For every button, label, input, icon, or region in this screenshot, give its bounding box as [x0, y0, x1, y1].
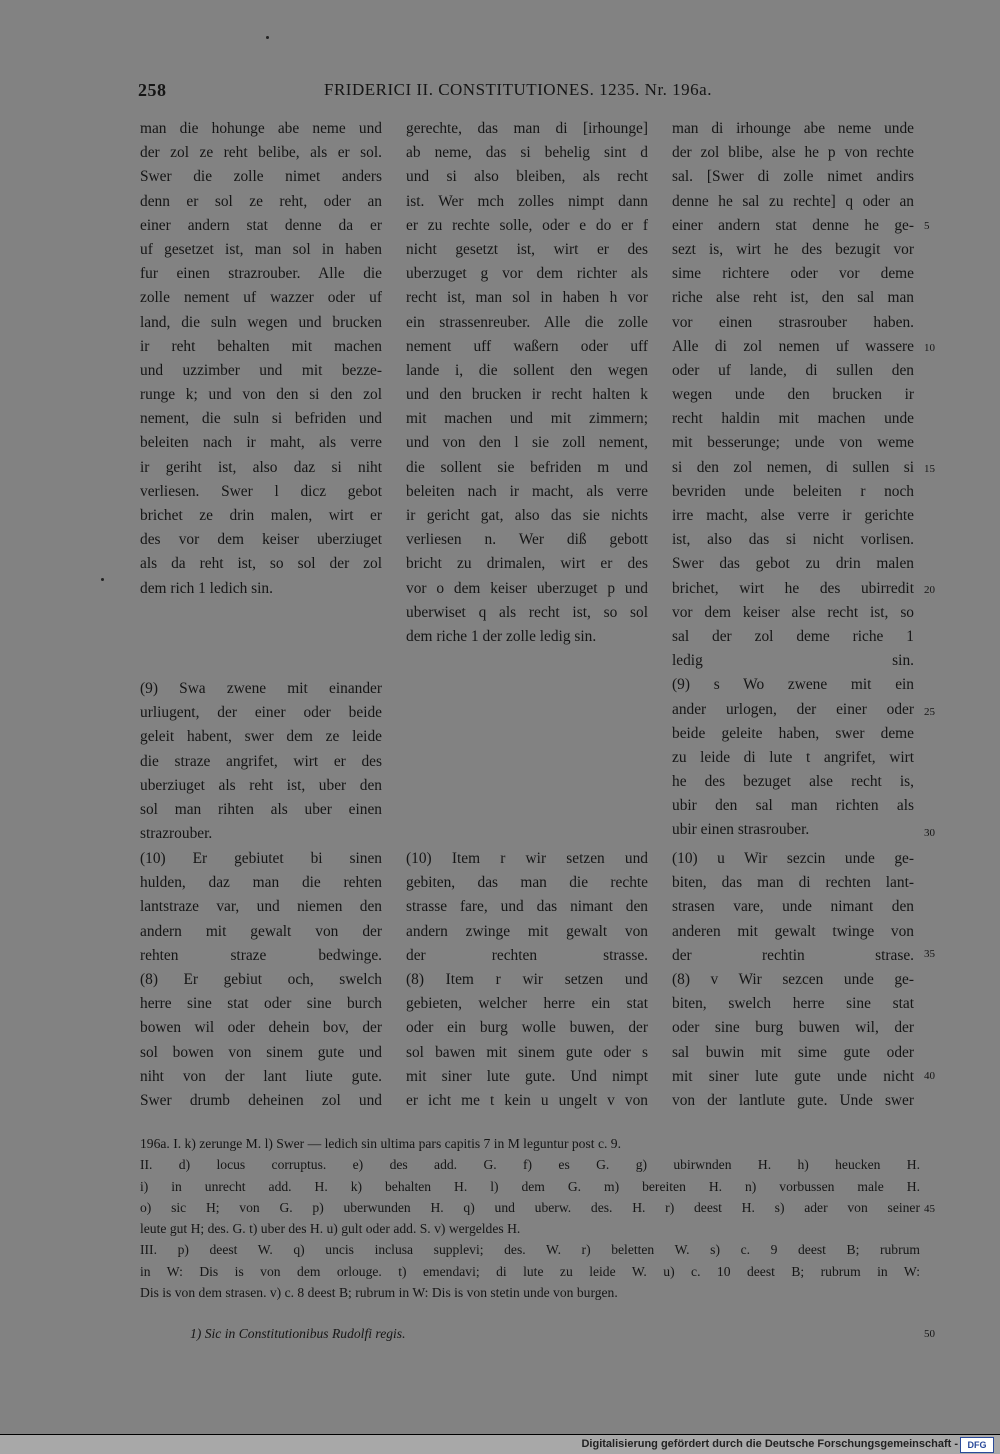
text-line: he des bezuget alse recht is,	[672, 773, 914, 791]
text-line: lande i, die sollent den wegen	[406, 361, 648, 379]
digitization-footer	[0, 1434, 1000, 1454]
text-line: biten, das man di rechten lant-	[672, 874, 914, 892]
text-line: er icht me t kein u ungelt v von	[406, 1091, 648, 1109]
text-line: (10) u Wir sezcin unde ge-	[672, 850, 914, 867]
text-line: beleiten nach ir macht, als verre	[406, 482, 648, 500]
text-line: man die hohunge abe neme und	[140, 120, 382, 137]
text-line: beleiten nach ir maht, als verre	[140, 434, 382, 452]
text-line: vor o dem keiser uberzuget p und	[406, 579, 648, 597]
text-line: uberzuget g vor dem richter als	[406, 265, 648, 283]
line-number: 40	[924, 1070, 935, 1082]
footer-text: Digitalisierung gefördert durch die Deutsche Forschungsgemeinschaft -	[581, 1438, 958, 1450]
text-line: vor einen strasrouber haben.	[672, 313, 914, 331]
text-line: (8) Er gebiut och, swelch	[140, 970, 382, 988]
text-line: strazrouber.	[140, 825, 213, 843]
text-line: riche alse reht ist, den sal man	[672, 289, 914, 307]
text-line: Alle di zol nemen uf wassere	[672, 337, 914, 355]
text-line: mit siner lute gute. Und nimpt	[406, 1067, 648, 1085]
text-line: wegen unde den brucken ir	[672, 386, 914, 404]
text-line: ist, also das si nicht vorlisen.	[672, 531, 914, 549]
running-header	[138, 80, 918, 104]
text-line: (9) s Wo zwene mit ein	[672, 676, 914, 694]
text-line: niht von der lant liute gute.	[140, 1067, 382, 1085]
line-number: 35	[924, 948, 935, 960]
text-line: ir gericht gat, also das sie nichts	[406, 507, 648, 524]
text-line: sezt is, wirt he des bezugit vor	[672, 240, 914, 258]
text-line: mit besserunge; unde von weme	[672, 434, 914, 452]
column-1-paragraph-9	[140, 677, 382, 846]
column-2-bottom	[406, 847, 648, 1113]
text-line: ir geriht ist, also daz si niht	[140, 458, 382, 476]
text-line: dem rich 1 ledich sin.	[140, 579, 273, 597]
column-1-top	[140, 117, 382, 601]
text-line: (9) Swa zwene mit einander	[140, 680, 382, 697]
text-line: verliesen n. Wer diß gebott	[406, 531, 648, 549]
text-line: herre sine stat oder sine burch	[140, 995, 382, 1013]
line-number: 50	[924, 1328, 935, 1340]
text-line: sol bowen von sinem gute und	[140, 1043, 382, 1061]
footnote-line: 196a. I. k) zerunge M. l) Swer — ledich sin ultima pars capitis 7 in M leguntur post c. 9.	[140, 1136, 621, 1151]
footnotes	[140, 1133, 920, 1303]
text-line: vor dem keiser alse recht ist, so	[672, 603, 914, 621]
text-line: zolle nement uf wazzer oder uf	[140, 289, 382, 307]
text-line: nement uff waßern oder uff	[406, 337, 648, 355]
footnote-line: o) sic H; von G. p) uberwunden H. q) und uberw. des. H. r) deest H. s) ader von seiner	[140, 1199, 920, 1215]
text-line: der rechtin strase.	[672, 946, 914, 964]
text-line: andern mit gewalt von der	[140, 922, 382, 940]
footnote-line: i) in unrecht add. H. k) behalten H. l) dem G. m) bereiten H. n) vorbussen male H.	[140, 1178, 920, 1194]
text-line: (8) v Wir sezcen unde ge-	[672, 970, 914, 988]
line-number: 30	[924, 827, 935, 839]
text-line: (10) Er gebiutet bi sinen	[140, 850, 382, 867]
text-line: des vor dem keiser uberziuget	[140, 531, 382, 549]
text-line: ledig sin.	[672, 652, 914, 670]
text-line: ist. Wer mch zolles nimpt dann	[406, 192, 648, 210]
text-line: mit machen und mit zimmern;	[406, 410, 648, 428]
text-line: gebieten, welcher herre ein stat	[406, 995, 648, 1013]
speck-mark	[101, 578, 104, 581]
text-line: strasse fare, und das nimant den	[406, 898, 648, 916]
text-line: biten, swelch herre sine stat	[672, 995, 914, 1013]
text-line: brichet ze drin malen, wirt er	[140, 507, 382, 524]
text-line: sol man rihten als uber einen	[140, 800, 382, 818]
running-title: FRIDERICI II. CONSTITUTIONES. 1235. Nr. 196a.	[324, 80, 712, 99]
text-line: gerechte, das man di [irhounge]	[406, 120, 648, 137]
line-number: 10	[924, 342, 935, 354]
text-line: irre macht, alse verre ir gerichte	[672, 507, 914, 524]
text-line: denn er sol ze reht, oder an	[140, 192, 382, 210]
text-line: als da reht ist, so sol der zol	[140, 555, 382, 573]
text-line: einer andern stat denne he ge-	[672, 216, 914, 234]
text-line: und von den l sie zoll nement,	[406, 434, 648, 452]
text-line: verliesen. Swer l dicz gebot	[140, 482, 382, 500]
text-line: ein strassenreuber. Alle die zolle	[406, 313, 648, 331]
text-line: von der lantlute gute. Unde swer	[672, 1091, 914, 1109]
text-line: oder uf lande, di sullen den	[672, 361, 914, 379]
footnote-line: III. p) deest W. q) uncis inclusa supplevi; des. W. r) beletten W. s) c. 9 deest B; rubrum	[140, 1242, 920, 1258]
column-2-top	[406, 117, 648, 649]
text-line: man di irhounge abe neme unde	[672, 120, 914, 137]
line-number: 15	[924, 463, 935, 475]
text-line: sime richtere oder vor deme	[672, 265, 914, 283]
text-line: gebiten, das man die rechte	[406, 874, 648, 892]
text-line: nement, die suln si befriden und	[140, 410, 382, 428]
column-1-bottom	[140, 847, 382, 1113]
text-line: fur einen strazrouber. Alle die	[140, 265, 382, 283]
text-line: der zol blibe, alse he p von rechte	[672, 144, 914, 162]
footnote-line: leute gut H; des. G. t) uber des H. u) gult oder add. S. v) wergeldes H.	[140, 1221, 521, 1237]
footnote-line: in W: Dis is von dem orlouge. t) emendavi; di lute zu leide W. u) c. 10 deest B; rubrum in W:	[140, 1263, 920, 1279]
text-line: die straze angrifet, wirt er des	[140, 752, 382, 770]
text-line: (8) Item r wir setzen und	[406, 970, 648, 988]
text-line: sal buwin mit sime gute oder	[672, 1043, 914, 1061]
text-line: und si also bleiben, als recht	[406, 168, 648, 186]
speck-mark	[266, 36, 269, 39]
text-line: bricht zu drimalen, wirt er des	[406, 555, 648, 573]
column-3-top	[672, 117, 914, 843]
text-line: anderen mit gewalt twinge von	[672, 922, 914, 940]
text-line: einer andern stat denne da er	[140, 216, 382, 234]
text-line: ir reht behalten mit machen	[140, 337, 382, 355]
text-line: strasen vare, unde nimant den	[672, 898, 914, 916]
text-line: andern zwinge mit gewalt von	[406, 922, 648, 940]
dfg-logo-text: DFG	[967, 1440, 987, 1450]
bottom-note: 1) Sic in Constitutionibus Rudolfi regis.	[190, 1326, 406, 1341]
text-line: lantstraze var, und niemen den	[140, 898, 382, 916]
text-line: sol bawen mit sinem gute oder s	[406, 1043, 648, 1061]
footnote-line: Dis is von dem strasen. v) c. 8 deest B; rubrum in W: Dis is von stetin unde von burgen.	[140, 1285, 618, 1301]
text-line: dem riche 1 der zolle ledig sin.	[406, 627, 597, 645]
text-line: der zol ze reht belibe, als er sol.	[140, 144, 382, 162]
footnote-line: II. d) locus corruptus. e) des add. G. f) es G. g) ubirwnden H. h) heucken H.	[140, 1157, 920, 1173]
text-line: runge k; und von den si den zol	[140, 386, 382, 404]
text-line: er zu rechte solle, oder e do er f	[406, 216, 648, 234]
column-3-bottom	[672, 847, 914, 1113]
text-line: uberwiset q als recht ist, so sol	[406, 603, 648, 621]
text-line: urliugent, der einer oder beide	[140, 704, 382, 722]
text-line: die sollent sie befriden m und	[406, 458, 648, 476]
text-line: sal der zol deme riche 1	[672, 627, 914, 645]
line-number: 20	[924, 584, 935, 596]
dfg-logo	[960, 1437, 994, 1453]
line-number: 45	[924, 1203, 935, 1215]
text-line: brichet, wirt he des ubirredit	[672, 579, 914, 597]
text-line: hulden, daz man die rehten	[140, 874, 382, 892]
text-line: oder ein burg wolle buwen, der	[406, 1019, 648, 1037]
text-line: bowen wil oder dehein bov, der	[140, 1019, 382, 1037]
text-line: Swer die zolle nimet anders	[140, 168, 382, 186]
text-line: ab neme, das si behelig sint d	[406, 144, 648, 162]
text-line: mit siner lute gute unde nicht	[672, 1067, 914, 1085]
text-line: uberziuget als reht ist, uber den	[140, 776, 382, 794]
text-line: und den brucken ir recht halten k	[406, 386, 648, 404]
text-line: rehten straze bedwinge.	[140, 946, 382, 964]
text-line: zu leide di lute t angrifet, wirt	[672, 748, 914, 766]
text-line: und uzzimber und mit bezze-	[140, 361, 382, 379]
text-line: Swer drumb deheinen zol und	[140, 1091, 382, 1109]
page-number: 258	[138, 80, 167, 100]
text-line: (10) Item r wir setzen und	[406, 850, 648, 867]
text-line: ubir einen strasrouber.	[672, 821, 810, 839]
text-line: bevriden unde beleiten r noch	[672, 482, 914, 500]
text-line: ubir den sal man richten als	[672, 797, 914, 815]
text-line: beide geleite haben, swer deme	[672, 724, 914, 742]
text-line: recht haldin mit machen unde	[672, 410, 914, 428]
text-line: oder sine burg buwen wil, der	[672, 1019, 914, 1037]
text-line: nicht gesetzt ist, wirt er des	[406, 240, 648, 258]
line-number: 5	[924, 220, 930, 232]
text-line: geleit habent, swer dem ze leide	[140, 728, 382, 746]
line-number: 25	[924, 706, 935, 718]
text-line: recht ist, man sol in haben h vor	[406, 289, 648, 307]
text-line: uf gesetzet ist, man sol in haben	[140, 240, 382, 258]
text-line: ander urlogen, der einer oder	[672, 700, 914, 718]
text-line: denne he sal zu rechte] q oder an	[672, 192, 914, 210]
text-line: Swer das gebot zu drin malen	[672, 555, 914, 573]
text-line: si den zol nemen, di sullen si	[672, 458, 914, 476]
text-line: land, die suln wegen und brucken	[140, 313, 382, 331]
text-line: der rechten strasse.	[406, 946, 648, 964]
text-line: sal. [Swer di zolle nimet andirs	[672, 168, 914, 186]
